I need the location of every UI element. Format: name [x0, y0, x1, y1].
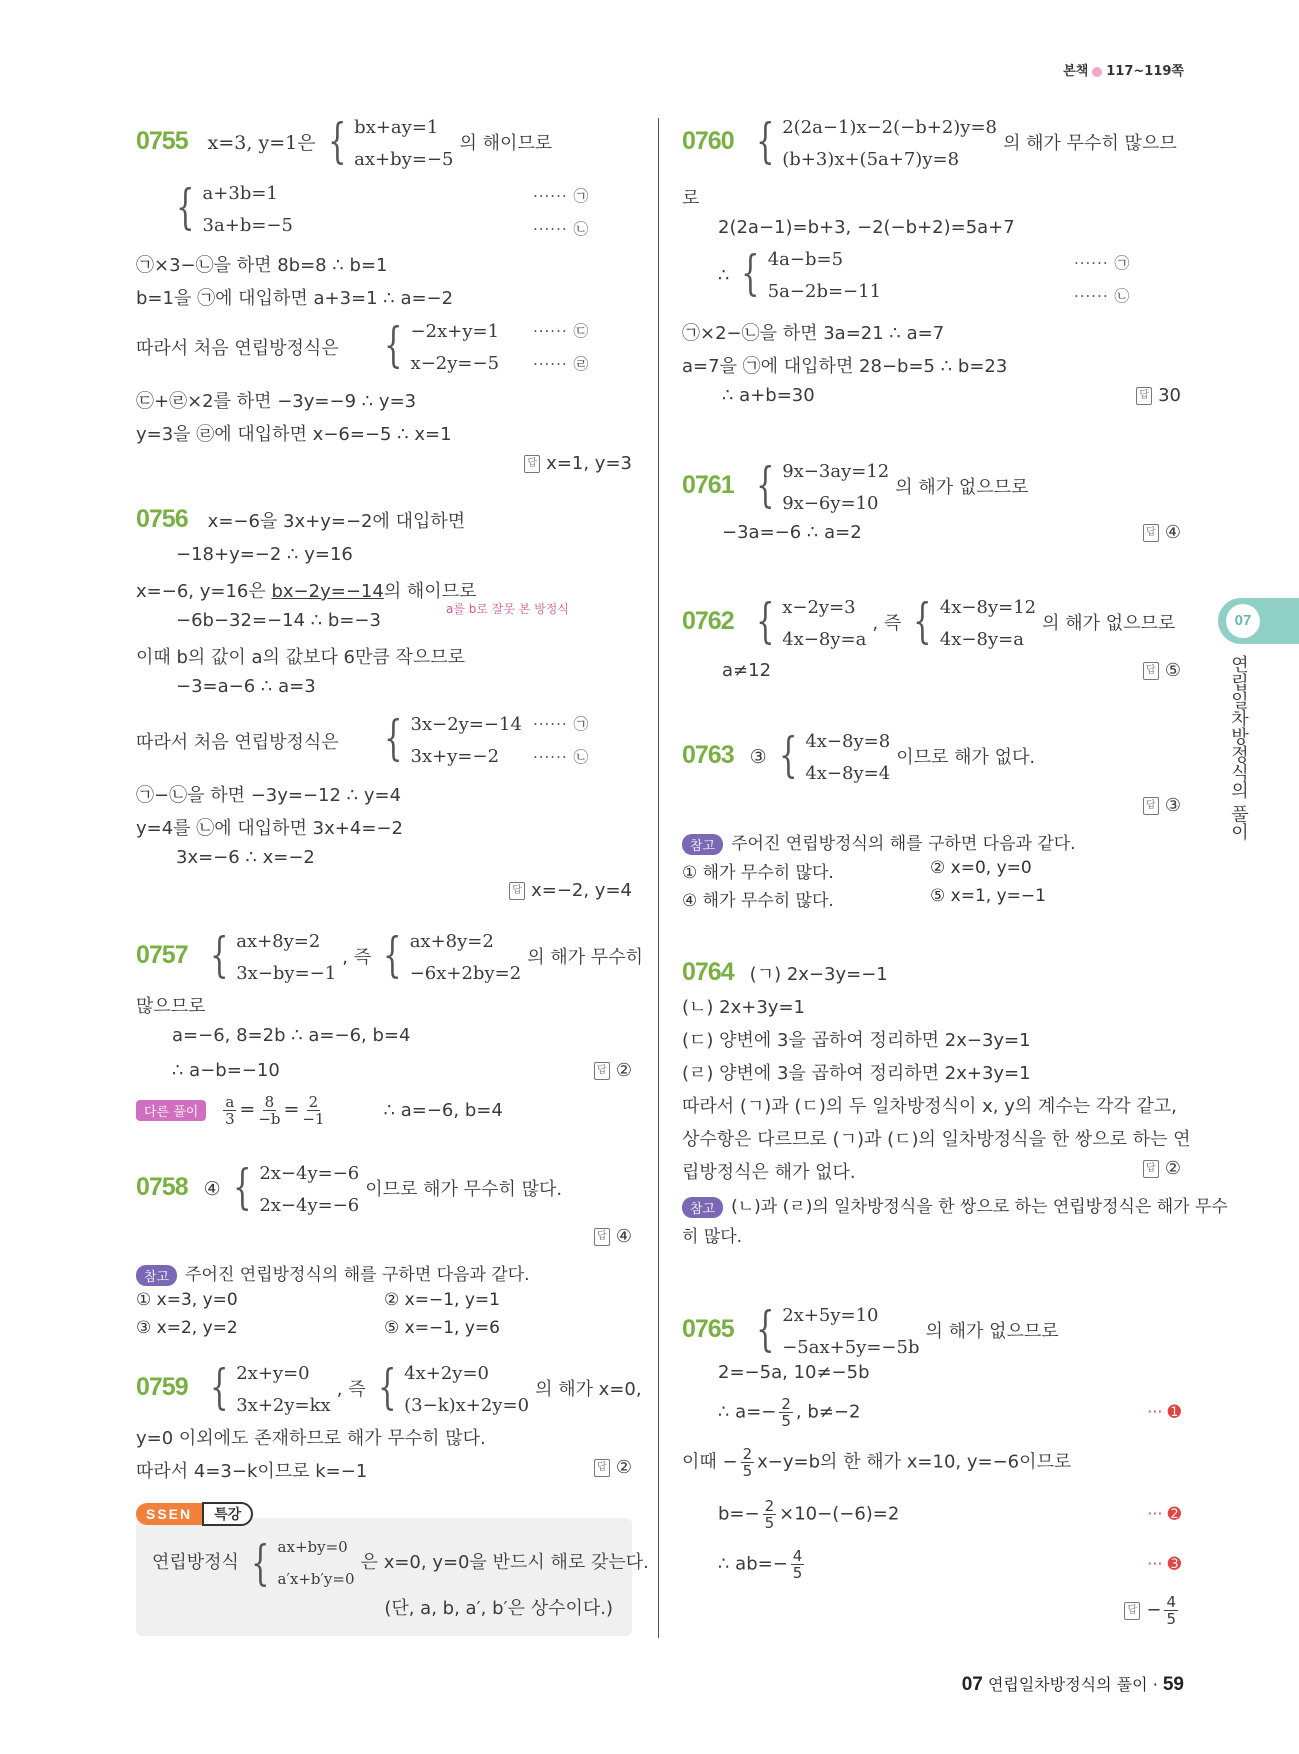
equation-system: ∴ { 4a−b=5 5a−2b=−11: [718, 245, 882, 302]
solution-line: 따라서 (ㄱ)과 (ㄷ)의 두 일차방정식이 x, y의 계수는 각각 같고,: [682, 1096, 1177, 1117]
reference-note: 참고 주어진 연립방정식의 해를 구하면 다음과 같다.: [136, 1260, 530, 1286]
option-item: ① x=3, y=0: [136, 1290, 238, 1310]
solution-line: (ㄹ) 양변에 3을 곱하여 정리하면 2x+3y=1: [682, 1063, 1031, 1084]
equation-marker: ······ ㉠: [533, 715, 590, 733]
answer-icon: 답: [1143, 662, 1159, 680]
equation-system: { bx+ay=1 ax+by=−5: [327, 113, 454, 170]
option-item: ③ x=2, y=2: [136, 1318, 238, 1338]
solution-line: ∴ ab=− $\frac{4}{5}$: [718, 1547, 803, 1582]
problem-0757-header: 0757 { ax+8y=2 3x−by=−1 , 즉 { ax+8y=2 −6x+2by=2 의 해가 무수히: [136, 926, 643, 990]
solution-line: (ㄴ) 2x+3y=1: [682, 997, 805, 1018]
solution-line: 따라서 처음 연립방정식은: [136, 732, 339, 753]
answer: 답 ②: [1143, 1158, 1181, 1179]
reference-badge: 참고: [136, 1265, 177, 1286]
option-item: ① 해가 무수히 많다.: [682, 863, 834, 883]
step-marker-3: ··· ➌: [1147, 1554, 1181, 1573]
answer-icon: 답: [1136, 387, 1152, 405]
solution-line: ㉠×2−㉡을 하면 3a=21 ∴ a=7: [682, 323, 945, 344]
solution-line: 2=−5a, 10≠−5b: [718, 1362, 870, 1383]
solution-line: (ㄷ) 양변에 3을 곱하여 정리하면 2x−3y=1: [682, 1030, 1031, 1051]
problem-number: 0762: [682, 607, 734, 635]
answer-icon: 답: [594, 1228, 610, 1246]
solution-line: −18+y=−2 ∴ y=16: [176, 544, 353, 565]
equation-system: { x−2y=3 4x−8y=a: [755, 593, 867, 650]
problem-number: 0759: [136, 1373, 188, 1401]
solution-line: b=− $\frac{2}{5}$ ×10−(−6)=2: [718, 1497, 900, 1532]
equation-marker: ······ ㉡: [1074, 287, 1131, 305]
option-item: ② x=0, y=0: [930, 858, 1032, 878]
equation-marker: ······ ㉣: [533, 355, 590, 373]
solution-line: 이때 b의 값이 a의 값보다 6만큼 작으므로: [136, 647, 466, 668]
chapter-side-title: 연립일차방정식의 풀이: [1228, 655, 1249, 841]
answer: 답 ②: [594, 1457, 632, 1478]
equation-system: { 4x−8y=12 4x−8y=a: [913, 593, 1037, 650]
column-divider: [658, 118, 659, 1638]
answer-icon: 답: [1143, 524, 1159, 542]
solution-line: a=−6, 8=2b ∴ a=−6, b=4: [172, 1025, 411, 1046]
answer: 답 ④: [1143, 522, 1181, 543]
solution-line: 이때 − $\frac{2}{5}$ x−y=b의 한 해가 x=10, y=−6이므로: [682, 1445, 1072, 1480]
chapter-side-tab: [1218, 598, 1299, 644]
option-item: ⑤ x=−1, y=6: [384, 1318, 500, 1338]
answer-icon: 답: [1124, 1602, 1140, 1620]
answer: 답 ④: [594, 1226, 632, 1247]
equation-system: { 9x−3ay=12 9x−6y=10: [755, 457, 890, 514]
answer-icon: 답: [509, 882, 525, 900]
step-marker-1: ··· ➊: [1147, 1402, 1181, 1421]
solution-line: ∴ a=− $\frac{2}{5}$ , b≠−2: [718, 1395, 861, 1430]
equation-system: { ax+8y=2 −6x+2by=2: [383, 927, 522, 984]
solution-line: 립방정식은 해가 없다.: [682, 1162, 856, 1183]
problem-0762-header: 0762 { x−2y=3 4x−8y=a , 즉 { 4x−8y=12 4x−8y=a 의 해가 없으므로: [682, 592, 1175, 656]
problem-number: 0763: [682, 741, 734, 769]
problem-0765-header: 0765 { 2x+5y=10 −5ax+5y=−5b 의 해가 없으므로: [682, 1300, 1059, 1364]
problem-0756-header: [136, 505, 465, 534]
answer-icon: 답: [1143, 1160, 1159, 1178]
equation-system: { 2(2a−1)x−2(−b+2)y=8 (b+3)x+(5a+7)y=8: [755, 113, 998, 170]
reference-badge: 참고: [682, 834, 723, 855]
equation-system: { 4x+2y=0 (3−k)x+2y=0: [377, 1359, 530, 1416]
equation-marker: ······ ㉠: [1074, 254, 1131, 272]
problem-number: 0758: [136, 1173, 188, 1201]
solution-line: 로: [682, 188, 700, 209]
equation-system: { 4x−8y=8 4x−8y=4: [778, 727, 891, 784]
solution-line: ∴ a+b=30: [722, 385, 815, 406]
answer: 답 x=−2, y=4: [509, 880, 632, 901]
problem-number: 0756: [136, 505, 188, 533]
solution-line: b=1을 ㉠에 대입하면 a+3=1 ∴ a=−2: [136, 288, 454, 309]
footer-chapter-title: 연립일차방정식의 풀이: [987, 1675, 1148, 1694]
equation-marker: ······ ㉡: [533, 220, 590, 238]
option-item: ④ 해가 무수히 많다.: [682, 891, 834, 911]
page-header: [1063, 60, 1184, 79]
page-number: 59: [1162, 1674, 1184, 1695]
step-marker-2: ··· ➋: [1147, 1504, 1181, 1523]
solution-line: 많으므로: [136, 996, 206, 1017]
answer: 답 ②: [594, 1060, 632, 1081]
solution-line: ㉠×3−㉡을 하면 8b=8 ∴ b=1: [136, 255, 388, 276]
answer: 답 x=1, y=3: [524, 453, 632, 474]
alt-solution-badge: 다른 풀이: [136, 1100, 206, 1121]
problem-number: 0765: [682, 1315, 734, 1343]
option-item: ⑤ x=1, y=−1: [930, 886, 1046, 906]
alternative-solution: 다른 풀이 $\frac{a}{3}$ = $\frac{8}{-b}$ = $\frac{2}{-1}$ ∴ a=−6, b=4: [136, 1094, 503, 1127]
solution-line: 따라서 4=3−k이므로 k=−1: [136, 1461, 368, 1482]
solution-line: y=3을 ㉣에 대입하면 x−6=−5 ∴ x=1: [136, 424, 452, 445]
page-footer: 07 연립일차방정식의 풀이 · 59: [961, 1674, 1184, 1695]
problem-number: 0755: [136, 127, 188, 155]
answer: 답 ③: [1143, 795, 1181, 816]
problem-0760-header: 0760 { 2(2a−1)x−2(−b+2)y=8 (b+3)x+(5a+7)y=8 의 해가 무수히 많으므: [682, 112, 1177, 176]
header-pages: 117~119쪽: [1106, 64, 1184, 79]
solution-line: 상수항은 다르므로 (ㄱ)과 (ㄷ)의 일차방정식을 한 쌍으로 하는 연: [682, 1129, 1191, 1150]
reference-note: 참고 주어진 연립방정식의 해를 구하면 다음과 같다.: [682, 829, 1076, 855]
equation-system: { 2x+y=0 3x+2y=kx: [209, 1359, 331, 1416]
answer: 답 ⑤: [1143, 660, 1181, 681]
equation-marker: ······ ㉡: [533, 748, 590, 766]
annotation-note: a를 b로 잘못 본 방정식: [446, 602, 569, 616]
option-item: ② x=−1, y=1: [384, 1290, 500, 1310]
problem-number: 0757: [136, 941, 188, 969]
answer-icon: 답: [1143, 797, 1159, 815]
reference-note-cont: 히 많다.: [682, 1227, 743, 1247]
ssen-tip-note: (단, a, b, a′, b′은 상수이다.): [384, 1598, 613, 1619]
equation-system: { 2x−4y=−6 2x−4y=−6: [232, 1159, 360, 1216]
equation-system: { a+3b=1 3a+b=−5: [176, 179, 293, 236]
ssen-tip-text: 연립방정식 { ax+by=0 a′x+b′y=0 은 x=0, y=0을 반드시 해로 갖는다.: [152, 1535, 649, 1591]
solution-line: a≠12: [722, 660, 772, 681]
solution-line: ∴ a−b=−10: [172, 1060, 280, 1081]
equation-system: { ax+8y=2 3x−by=−1: [209, 927, 337, 984]
solution-line: x=−6, y=16은 bx−2y=−14의 해이므로: [136, 581, 477, 602]
problem-number: 0764: [682, 958, 734, 986]
solution-line: 따라서 처음 연립방정식은: [136, 338, 339, 359]
header-book: 본책: [1063, 64, 1089, 79]
equation-marker: ······ ㉢: [533, 322, 590, 340]
solution-line: a=7을 ㉠에 대입하면 28−b=5 ∴ b=23: [682, 356, 1008, 377]
problem-0755-header: [136, 112, 552, 176]
chapter-number-badge: 07: [1226, 604, 1260, 638]
problem-text: 의 해이므로: [459, 133, 553, 154]
problem-0761-header: 0761 { 9x−3ay=12 9x−6y=10 의 해가 없으므로: [682, 456, 1028, 520]
solution-line: −3a=−6 ∴ a=2: [722, 522, 862, 543]
bullet-icon: [1092, 67, 1102, 77]
equation-system: { 2x+5y=10 −5ax+5y=−5b: [755, 1301, 920, 1358]
solution-line: y=4를 ㉡에 대입하면 3x+4=−2: [136, 818, 403, 839]
answer: 답 30: [1136, 385, 1181, 406]
problem-0764-header: 0764 (ㄱ) 2x−3y=−1: [682, 958, 888, 986]
answer: 답 − $\frac{4}{5}$: [1124, 1594, 1181, 1627]
equation-system: { 3x−2y=−14 3x+y=−2: [384, 710, 522, 767]
footer-chapter-num: 07: [961, 1674, 983, 1695]
solution-line: 2(2a−1)=b+3, −2(−b+2)=5a+7: [718, 217, 1015, 238]
equation-system: { −2x+y=1 x−2y=−5: [384, 317, 500, 374]
problem-0758-header: 0758 ④ { 2x−4y=−6 2x−4y=−6 이므로 해가 무수히 많다.: [136, 1158, 562, 1222]
reference-badge: 참고: [682, 1197, 723, 1218]
problem-number: 0760: [682, 127, 734, 155]
answer-icon: 답: [524, 455, 540, 473]
problem-0763-header: 0763 ③ { 4x−8y=8 4x−8y=4 이므로 해가 없다.: [682, 726, 1035, 790]
reference-note: 참고 (ㄴ)과 (ㄹ)의 일차방정식을 한 쌍으로 하는 연립방정식은 해가 무수: [682, 1192, 1228, 1218]
solution-line: 3x=−6 ∴ x=−2: [176, 847, 315, 868]
answer-icon: 답: [594, 1062, 610, 1080]
problem-text: x=3, y=1은: [207, 132, 316, 154]
problem-text: x=−6을 3x+y=−2에 대입하면: [207, 511, 466, 532]
solution-line: −6b−32=−14 ∴ b=−3: [176, 610, 381, 631]
solution-line: y=0 이외에도 존재하므로 해가 무수히 많다.: [136, 1428, 486, 1449]
solution-line: ㉠−㉡을 하면 −3y=−12 ∴ y=4: [136, 785, 402, 806]
answer-icon: 답: [594, 1459, 610, 1477]
problem-0759-header: 0759 { 2x+y=0 3x+2y=kx , 즉 { 4x+2y=0 (3−k)x+2y=0 의 해가 x=0,: [136, 1358, 642, 1422]
problem-number: 0761: [682, 471, 734, 499]
equation-marker: ······ ㉠: [533, 187, 590, 205]
solution-line: ㉢+㉣×2를 하면 −3y=−9 ∴ y=3: [136, 391, 417, 412]
ssen-badge: SSEN 특강: [136, 1504, 253, 1524]
solution-line: −3=a−6 ∴ a=3: [176, 676, 316, 697]
